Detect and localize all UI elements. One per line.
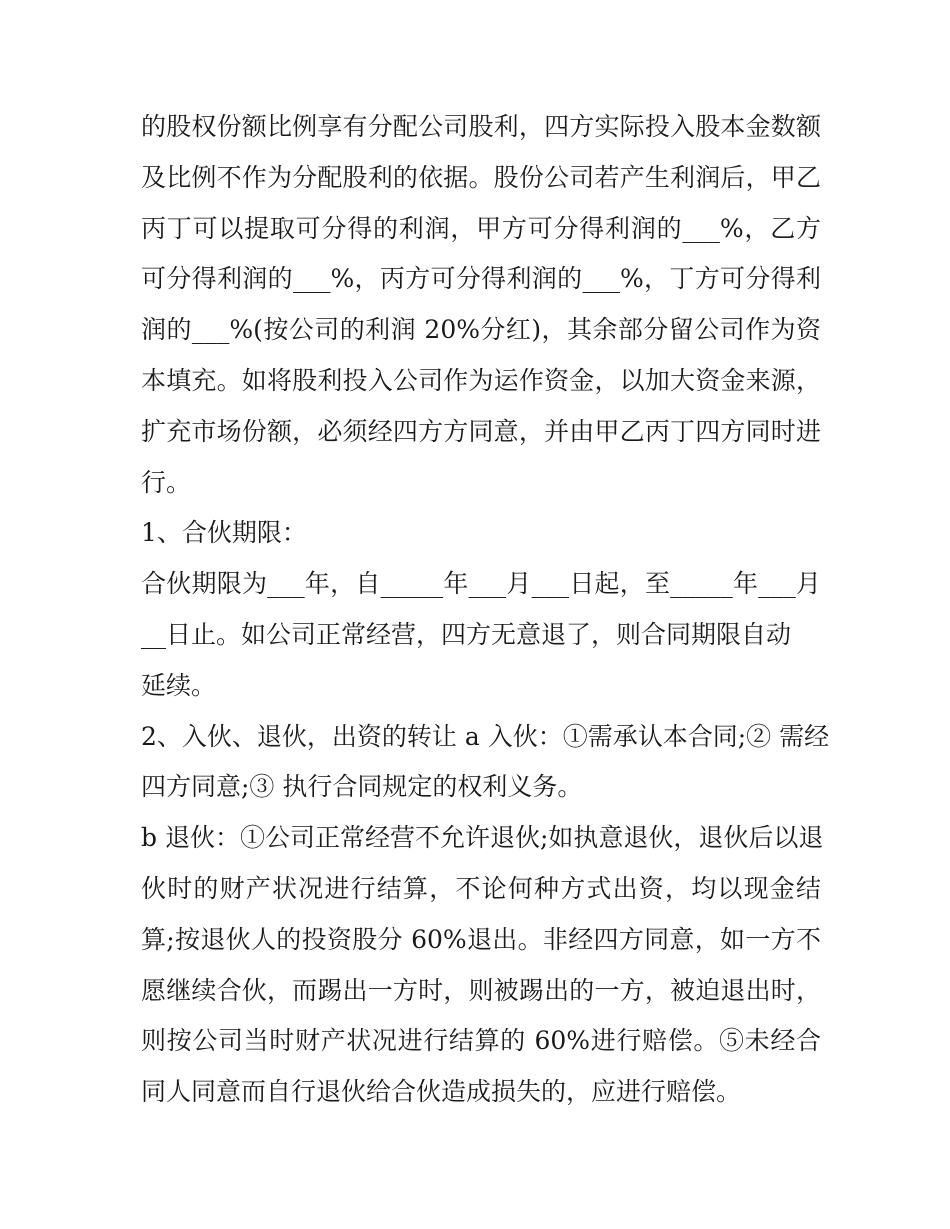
text-line: __日止。如公司正常经营，四方无意退了，则合同期限自动 xyxy=(141,619,792,649)
text-line: 四方同意;③ 执行合同规定的权利义务。 xyxy=(141,772,583,802)
text-line: 扩充市场份额，必须经四方方同意，并由甲乙丙丁四方同时进 xyxy=(141,416,821,446)
text-line: 及比例不作为分配股利的依据。股份公司若产生利润后，甲乙 xyxy=(141,162,821,192)
text-line: 丙丁可以提取可分得的利润，甲方可分得利润的___%，乙方 xyxy=(141,213,821,243)
contract-text xyxy=(141,102,830,1118)
text-line: 本填充。如将股利投入公司作为运作资金，以加大资金来源， xyxy=(141,365,821,395)
text-line: 算;按退伙人的投资股分 60%退出。非经四方同意，如一方不 xyxy=(141,924,821,954)
text-line: 润的___%(按公司的利润 20%分红)，其余部分留公司作为资 xyxy=(141,315,821,345)
text-line: 可分得利润的___%，丙方可分得利润的___%，丁方可分得利 xyxy=(141,264,821,294)
text-line: b 退伙：①公司正常经营不允许退伙;如执意退伙，退伙后以退 xyxy=(141,823,824,853)
text-line: 愿继续合伙，而踢出一方时，则被踢出的一方，被迫退出时， xyxy=(141,975,821,1005)
section-heading: 2、入伙、退伙，出资的转让 a 入伙：①需承认本合同;② 需经 xyxy=(141,721,830,751)
text-line: 同人同意而自行退伙给合伙造成损失的，应进行赔偿。 xyxy=(141,1077,742,1107)
text-line: 伙时的财产状况进行结算，不论何种方式出资，均以现金结 xyxy=(141,873,821,903)
text-line: 延续。 xyxy=(141,670,217,700)
text-line: 的股权份额比例享有分配公司股利，四方实际投入股本金数额 xyxy=(141,112,821,141)
section-heading: 1、合伙期限： xyxy=(141,518,307,548)
text-line: 行。 xyxy=(141,467,192,497)
text-line: 合伙期限为___年，自_____年___月___日起，至_____年___月 xyxy=(141,569,821,599)
text-line: 则按公司当时财产状况进行结算的 60%进行赔偿。⑤未经合 xyxy=(141,1026,821,1056)
